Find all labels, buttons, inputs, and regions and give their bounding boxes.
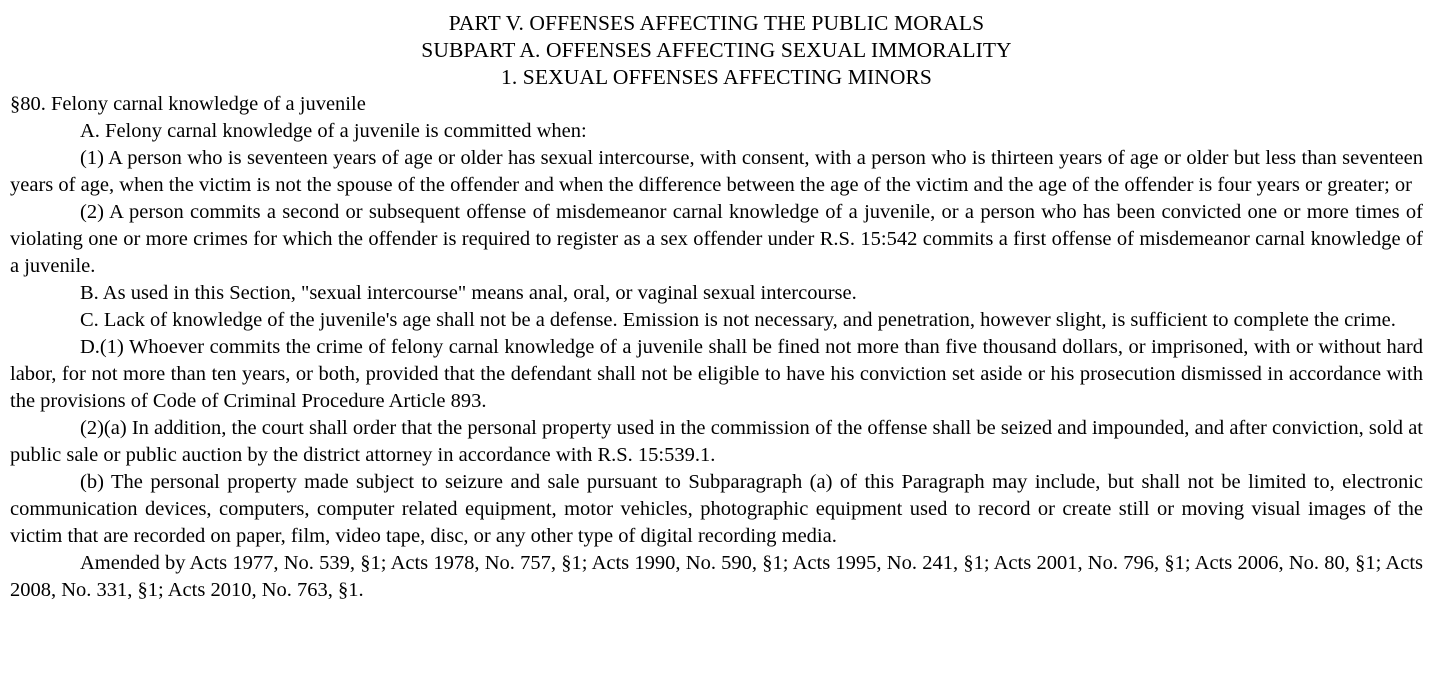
part-heading: PART V. OFFENSES AFFECTING THE PUBLIC MORALS bbox=[448, 11, 985, 35]
paragraph-a: A. Felony carnal knowledge of a juvenile is committed when: bbox=[80, 120, 587, 142]
paragraph-d-1: D.(1) Whoever commits the crime of felony carnal knowledge of a juvenile shall be fined not more than five thousand dollars, or imprisoned, with or without hard labor, for not more than ten years, or both, provided that the defendant shall not be eligible to have his conviction set aside or his prosecution dismissed in accordance with the provisions of Code of Criminal Procedure Article 893. bbox=[10, 336, 1423, 412]
paragraph-d-2-b: (b) The personal property made subject to seizure and sale pursuant to Subparagraph (a) of this Paragraph may include, but shall not be limited to, electronic communication devices, computers, computer related equipment, motor vehicles, photographic equipment used to record or create still or moving visual images of the victim that are recorded on paper, film, video tape, disc, or any other type of digital recording media. bbox=[10, 471, 1423, 547]
division-heading: 1. SEXUAL OFFENSES AFFECTING MINORS bbox=[501, 65, 932, 89]
paragraph-c: C. Lack of knowledge of the juvenile's age shall not be a defense. Emission is not necessary, and penetration, however slight, is sufficient to complete the crime. bbox=[80, 309, 1396, 331]
paragraph-b: B. As used in this Section, "sexual intercourse" means anal, oral, or vaginal sexual intercourse. bbox=[80, 282, 857, 304]
amendment-history: Amended by Acts 1977, No. 539, §1; Acts 1978, No. 757, §1; Acts 1990, No. 590, §1; Acts 1995, No. 241, §1; Acts 2001, No. 796, §1; Acts 2006, No. 80, §1; Acts 2008, No. 331, §1; Acts 2010, No. 763, §1. bbox=[10, 552, 1423, 601]
section-title: §80. Felony carnal knowledge of a juvenile bbox=[10, 93, 366, 115]
paragraph-a-2: (2) A person commits a second or subsequent offense of misdemeanor carnal knowledge of a juvenile, or a person who has been convicted one or more times of violating one or more crimes for which the offender is required to register as a sex offender under R.S. 15:542 commits a first offense of misdemeanor carnal knowledge of a juvenile. bbox=[10, 201, 1423, 277]
paragraph-a-1: (1) A person who is seventeen years of age or older has sexual intercourse, with consent, with a person who is thirteen years of age or older but less than seventeen years of age, when the victim is not the spouse of the offender and when the difference between the age of the victim and the age of the offender is four years or greater; or bbox=[10, 147, 1423, 196]
paragraph-d-2-a: (2)(a) In addition, the court shall order that the personal property used in the commission of the offense shall be seized and impounded, and after conviction, sold at public sale or public auction by the district attorney in accordance with R.S. 15:539.1. bbox=[10, 417, 1423, 466]
subpart-heading: SUBPART A. OFFENSES AFFECTING SEXUAL IMMORALITY bbox=[421, 38, 1012, 62]
